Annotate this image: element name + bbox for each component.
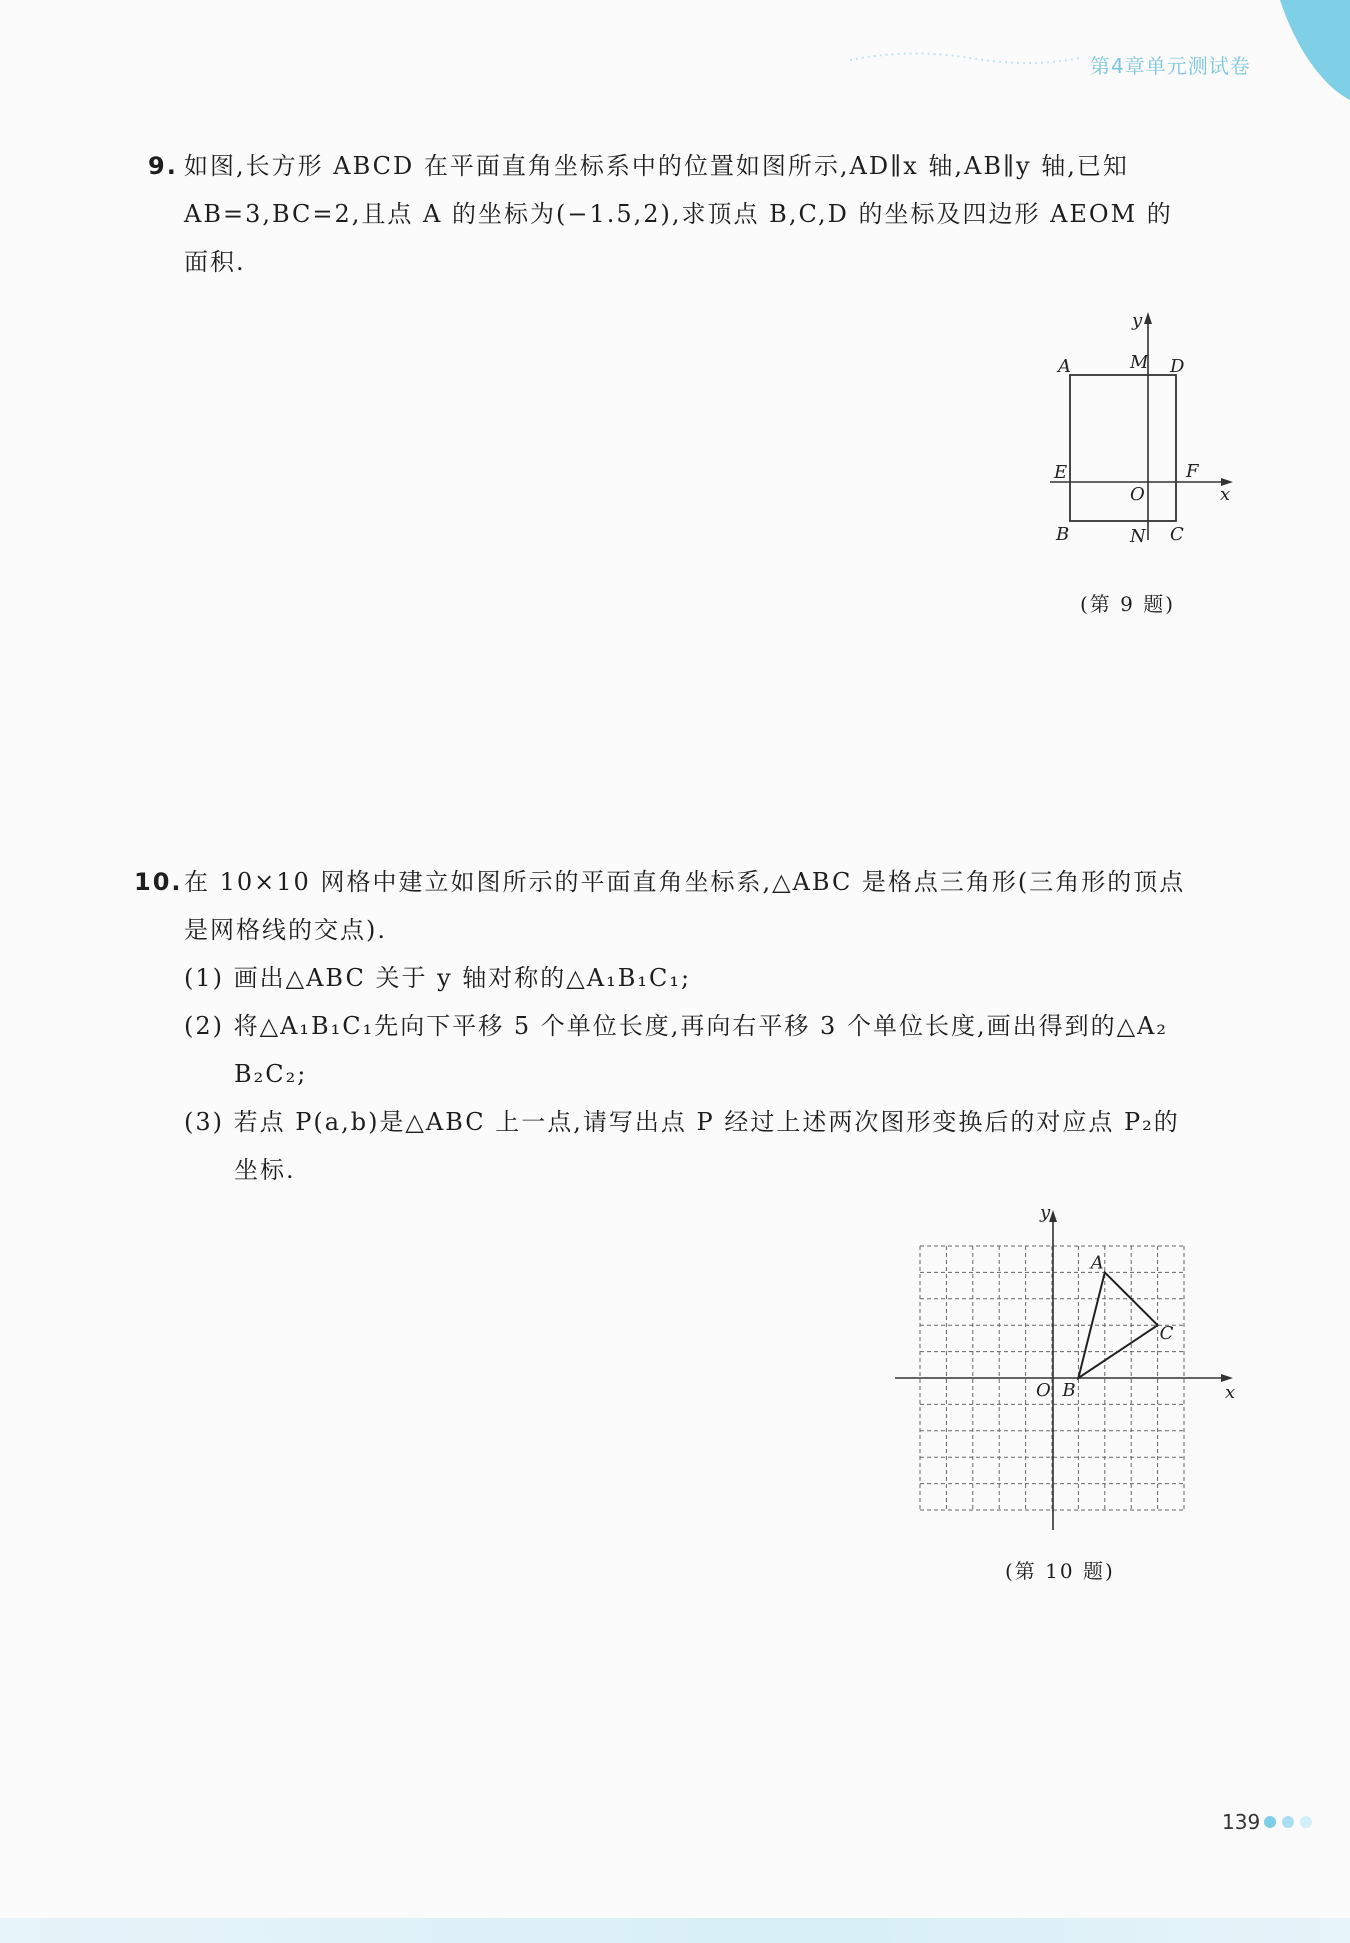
label-x: x <box>1220 484 1231 505</box>
label-C: C <box>1170 524 1184 545</box>
page-number: 139 <box>1222 1810 1261 1834</box>
question-text-line: 面积. <box>184 248 246 276</box>
label-B: B <box>1062 1380 1076 1401</box>
label-O: O <box>1130 484 1145 505</box>
subquestion-1: (1) 画出△ABC 关于 y 轴对称的△A₁B₁C₁; <box>184 964 692 992</box>
chapter-title: 第4章单元测试卷 <box>1090 54 1251 78</box>
y-axis-arrow <box>1049 1210 1057 1222</box>
label-C: C <box>1159 1323 1174 1345</box>
bottom-band <box>0 1918 1350 1943</box>
page-dots-decoration <box>1262 1812 1322 1832</box>
subquestion-2: (2) 将△A₁B₁C₁先向下平移 5 个单位长度,再向右平移 3 个单位长度,画出得到的△A₂ <box>184 1012 1168 1040</box>
question-number: 10. <box>134 868 183 896</box>
subquestion-3-cont: 坐标. <box>234 1156 296 1184</box>
figure-caption-10: (第 10 题) <box>1005 1559 1115 1583</box>
label-A: A <box>1090 1252 1104 1274</box>
question-9 <box>148 142 1173 286</box>
question-10 <box>134 858 1185 1194</box>
label-y: y <box>1132 310 1143 331</box>
label-N: N <box>1130 526 1146 547</box>
subquestion-2-cont: B₂C₂; <box>234 1060 308 1088</box>
label-E: E <box>1054 462 1068 483</box>
label-M: M <box>1130 352 1149 373</box>
question-text-line: 如图,长方形 ABCD 在平面直角坐标系中的位置如图所示,AD∥x 轴,AB∥y 轴,已知 <box>184 152 1129 180</box>
figure-caption-9: (第 9 题) <box>1080 592 1176 616</box>
corner-decoration <box>1260 0 1350 100</box>
question-text-line: AB=3,BC=2,且点 A 的坐标为(−1.5,2),求顶点 B,C,D 的坐标及四边形 AEOM 的 <box>184 200 1173 228</box>
figure-q9 <box>1030 300 1240 550</box>
question-text-line: 在 10×10 网格中建立如图所示的平面直角坐标系,△ABC 是格点三角形(三角形的顶点 <box>184 868 1186 896</box>
label-B: B <box>1056 524 1070 545</box>
question-text-line: 是网格线的交点). <box>184 916 387 944</box>
header-dotted-line <box>850 50 1080 64</box>
y-axis-arrow <box>1144 312 1152 324</box>
label-F: F <box>1186 461 1199 482</box>
label-y: y <box>1040 1202 1051 1223</box>
label-O: O <box>1036 1380 1051 1401</box>
question-number: 9. <box>148 152 178 180</box>
rectangle-abcd <box>1070 375 1176 521</box>
label-A: A <box>1058 356 1071 377</box>
figure-q10 <box>890 1200 1240 1540</box>
x-axis-arrow <box>1221 1374 1233 1382</box>
label-x: x <box>1225 1382 1236 1403</box>
subquestion-3: (3) 若点 P(a,b)是△ABC 上一点,请写出点 P 经过上述两次图形变换后的对应点 P₂的 <box>184 1108 1180 1136</box>
label-D: D <box>1170 356 1185 377</box>
